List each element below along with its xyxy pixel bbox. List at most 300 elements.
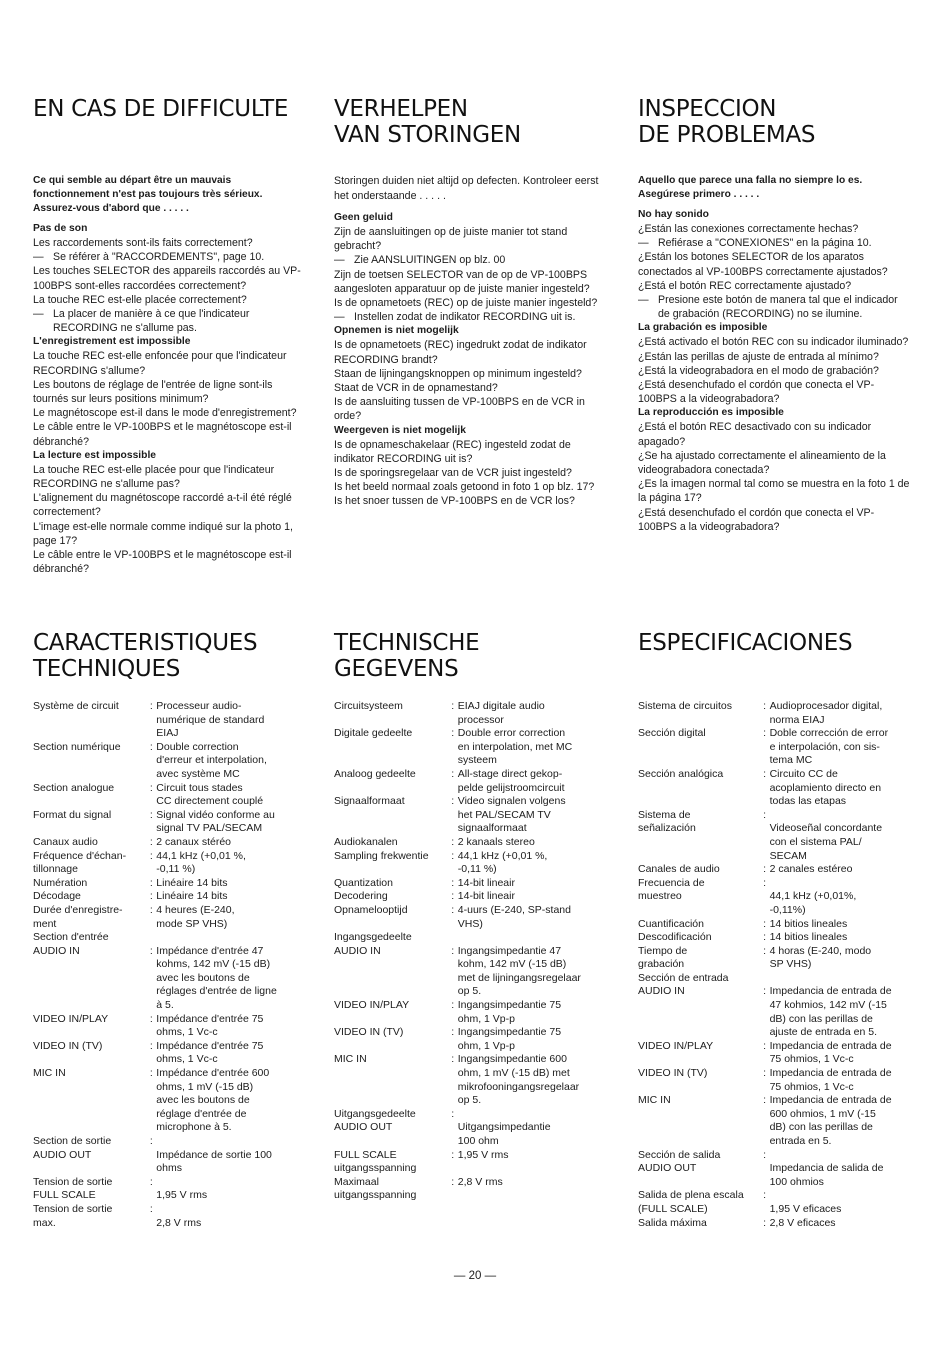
spec-row xyxy=(33,836,303,850)
issue-heading: No hay sonido xyxy=(638,209,709,220)
spec-label: VIDEO IN/PLAY xyxy=(334,999,410,1012)
spec-label: AUDIO IN xyxy=(638,985,685,998)
line-text: ¿Está el botón REC correctamente ajustado? xyxy=(638,279,852,292)
spec-label: Canaux audio xyxy=(33,835,98,848)
spec-row xyxy=(334,850,606,877)
check-line xyxy=(33,491,303,519)
spec-separator: : xyxy=(451,890,455,903)
spec-value xyxy=(770,972,910,986)
spec-row xyxy=(334,768,606,795)
line-text: ¿Están las perillas de ajuste de entrada al mínimo? xyxy=(638,350,879,363)
spec-separator: : xyxy=(149,876,153,889)
check-line xyxy=(638,222,910,236)
line-text: Le câble entre le VP-100BPS et le magnétoscope est-il débranché? xyxy=(33,549,292,576)
spec-row xyxy=(33,782,303,809)
check-line xyxy=(638,350,910,364)
dash-marker: — xyxy=(334,311,345,324)
check-line xyxy=(334,225,606,253)
spec-row xyxy=(638,1094,910,1148)
spec-separator: : xyxy=(149,808,153,821)
issue-heading: Weergeven is niet mogelijk xyxy=(334,424,466,436)
remedy-line xyxy=(334,310,606,324)
spec-row xyxy=(33,1135,303,1176)
check-line xyxy=(33,378,303,406)
section-title: INSPECCION DE PROBLEMAS xyxy=(638,96,816,148)
issue-section xyxy=(334,211,606,324)
line-text: Is het beeld normaal zoals getoond in foto 1 op blz. 17? xyxy=(334,481,595,494)
spec-row xyxy=(33,931,303,945)
intro-text: Storingen duiden niet altijd op defecten. Kontroleer eerst het onderstaande . . . . . xyxy=(334,175,599,202)
spec-separator: : xyxy=(763,917,767,930)
line-text: La touche REC est-elle placée pour que l'indicateur RECORDING ne s'allume pas? xyxy=(33,463,275,491)
spec-label: Sección de entrada xyxy=(638,971,729,984)
check-line xyxy=(334,338,606,366)
spec-row xyxy=(638,985,910,1039)
spec-row xyxy=(33,890,303,904)
spec-separator: : xyxy=(451,795,455,808)
remedy-line xyxy=(638,236,910,250)
check-line xyxy=(334,466,606,480)
spec-label: Fréquence d'échan- tillonnage xyxy=(33,849,127,876)
spec-table xyxy=(334,700,606,1203)
spec-label: Digitale gedeelte xyxy=(334,727,413,740)
line-text: ¿Se ha ajustado correctamente el alineamiento de la videograbadora conectada? xyxy=(638,449,886,477)
spec-label: Frecuencia de muestreo xyxy=(638,876,705,903)
line-text: L'image est-elle normale comme indiqué sur la photo 1, page 17? xyxy=(33,520,293,547)
page-number: — 20 — xyxy=(453,1270,497,1282)
spec-separator: : xyxy=(451,700,455,712)
spec-label: Opnameloоptijd xyxy=(334,903,408,916)
section-title: EN CAS DE DIFFICULTE xyxy=(33,96,289,122)
spec-row xyxy=(334,700,606,727)
troubleshooting-es xyxy=(638,96,910,534)
spec-value: 1,95 V rms xyxy=(457,1148,509,1161)
spec-separator: : xyxy=(763,944,767,957)
spec-separator: : xyxy=(763,727,767,740)
spec-row xyxy=(334,945,606,999)
spec-value: Ingangsimpedantie 75 ohm, 1 Vp-p xyxy=(457,1026,562,1052)
issue-heading: Opnemen is niet mogelijk xyxy=(334,325,459,337)
spec-label: Sección analógica xyxy=(638,767,724,780)
spec-label: AUDIO IN xyxy=(33,944,80,957)
line-text: Instellen zodat de indikator RECORDING uit is. xyxy=(354,311,576,324)
check-line xyxy=(638,506,910,534)
spec-value: 2 canales estéreo xyxy=(769,863,853,876)
section-title: ESPECIFICACIONES xyxy=(638,630,853,656)
spec-separator: : xyxy=(763,808,767,821)
issue-section xyxy=(638,208,910,321)
specs-fr xyxy=(33,630,303,1230)
spec-row xyxy=(33,1067,303,1135)
issue-section xyxy=(334,324,606,423)
spec-row xyxy=(334,1053,606,1107)
issue-section xyxy=(638,406,910,534)
section-title: TECHNISCHE GEGEVENS xyxy=(334,630,480,682)
line-text: Zie AANSLUITINGEN op blz. 00 xyxy=(354,254,506,267)
dash-marker: — xyxy=(638,237,649,250)
spec-label: Signaalformaat xyxy=(334,795,405,808)
spec-row xyxy=(334,877,606,891)
intro-text: Aquello que parece una falla no siempre lo es. Asegúrese primero . . . . . xyxy=(638,175,863,200)
section-title: VERHELPEN VAN STORINGEN xyxy=(334,96,521,148)
spec-separator: : xyxy=(763,700,767,712)
line-text: Is de opnametoets (REC) op de juiste manier ingesteld? xyxy=(334,297,598,310)
spec-value: Video signalen volgens het PAL/SECAM TV signaalformaat xyxy=(457,795,566,835)
spec-separator xyxy=(448,931,458,945)
line-text: ¿Están los botones SELECTOR de los aparatos conectados al VP-100BPS correctamente ajustados? xyxy=(638,251,888,278)
spec-separator: : xyxy=(451,1107,455,1120)
spec-separator: : xyxy=(763,876,767,889)
spec-separator: : xyxy=(149,1175,153,1188)
check-line xyxy=(33,548,303,576)
remedy-line xyxy=(33,307,303,335)
check-line xyxy=(33,236,303,250)
check-line xyxy=(638,364,910,378)
spec-row xyxy=(33,850,303,877)
spec-row xyxy=(33,1203,303,1230)
check-line xyxy=(33,420,303,448)
spec-label: Format du signal xyxy=(33,808,112,821)
spec-label: VIDEO IN/PLAY xyxy=(638,1039,714,1052)
check-line xyxy=(638,420,910,448)
spec-value: Impédance de sortie 100 ohms xyxy=(156,1148,272,1175)
check-line xyxy=(334,438,606,466)
spec-label: AUDIO IN xyxy=(334,944,381,957)
spec-separator: : xyxy=(451,999,455,1012)
dash-marker: — xyxy=(33,251,44,264)
spec-label: Décodage xyxy=(33,890,81,903)
spec-separator: : xyxy=(149,781,153,794)
spec-value: 14 bitios lineales xyxy=(769,917,848,930)
dash-marker: — xyxy=(33,308,44,321)
spec-row xyxy=(334,795,606,836)
check-line xyxy=(638,378,910,406)
spec-row xyxy=(638,877,910,918)
line-text: Is de aansluiting tussen de VP-100BPS en de VCR in orde? xyxy=(334,396,585,423)
spec-row xyxy=(334,1026,606,1053)
spec-separator: : xyxy=(763,1216,767,1229)
spec-row xyxy=(334,904,606,931)
spec-separator: : xyxy=(451,1053,455,1066)
issue-list xyxy=(638,208,910,534)
spec-separator: : xyxy=(763,1067,767,1080)
line-text: Refiérase a "CONEXIONES" en la página 10. xyxy=(658,237,872,250)
line-text: ¿Está la videograbadora en el modo de grabación? xyxy=(638,364,879,377)
spec-label: Sampling frekwentie xyxy=(334,849,429,862)
spec-row xyxy=(638,727,910,768)
spec-value: 2,8 V rms xyxy=(457,1175,503,1188)
spec-label: Durée d'enregistre- ment xyxy=(33,903,123,930)
troubleshooting-nl xyxy=(334,96,606,509)
spec-value: 2 canaux stéréo xyxy=(156,835,232,848)
spec-label: Sección digital xyxy=(638,727,706,740)
spec-value: Impedancia de entrada de 75 ohmios, 1 Vc-c xyxy=(769,1039,892,1066)
issue-heading: Pas de son xyxy=(33,223,88,234)
spec-separator: : xyxy=(149,1067,153,1080)
spec-separator: : xyxy=(763,931,767,944)
line-text: ¿Está desenchufado el cordón que conecta el VP-100BPS a la videograbadora? xyxy=(638,379,875,406)
check-line xyxy=(334,480,606,494)
spec-label: Audiokanalen xyxy=(334,835,398,848)
spec-label: Sección de salida AUDIO OUT xyxy=(638,1148,721,1175)
check-line xyxy=(33,520,303,548)
issue-section xyxy=(638,321,910,406)
spec-separator: : xyxy=(763,1094,767,1107)
spec-label: Canales de audio xyxy=(638,863,720,876)
spec-separator: : xyxy=(451,903,455,916)
troubleshooting-fr xyxy=(33,96,303,576)
spec-label: VIDEO IN (TV) xyxy=(334,1026,404,1039)
line-text: ¿Es la imagen normal tal como se muestra en la foto 1 de la página 17? xyxy=(638,478,910,505)
line-text: ¿Están las conexiones correctamente hechas? xyxy=(638,223,859,235)
spec-label: Sistema de señalización xyxy=(638,808,696,835)
check-line xyxy=(33,293,303,307)
spec-separator: : xyxy=(451,1026,455,1039)
line-text: Is de opnameschakelaar (REC) ingesteld zodat de indikator RECORDING uit is? xyxy=(334,438,571,465)
issue-heading: La reproducción es imposible xyxy=(638,407,784,419)
spec-row xyxy=(334,999,606,1026)
specs-es xyxy=(638,630,910,1230)
spec-separator: : xyxy=(763,863,767,876)
line-text: Is de opnametoets (REC) ingedrukt zodat de indikator RECORDING brandt? xyxy=(334,339,587,366)
check-line xyxy=(33,406,303,420)
spec-label: MIC IN xyxy=(638,1094,671,1107)
spec-value: Impedancia de entrada de 600 ohmios, 1 mV (-15 dB) con las perillas de entrada en 5. xyxy=(769,1094,892,1147)
spec-value: Impédance d'entrée 75 ohms, 1 Vc-c xyxy=(156,1012,264,1039)
spec-value: Impédance d'entrée 75 ohms, 1 Vc-c xyxy=(156,1039,264,1066)
spec-separator: : xyxy=(149,1202,153,1215)
dash-marker: — xyxy=(638,294,649,307)
spec-label: Uitgangsgedeelte AUDIO OUT xyxy=(334,1107,416,1134)
spec-label: Section numérique xyxy=(33,740,121,753)
spec-value: Double error correction en interpolation, met MC systeem xyxy=(457,727,573,767)
spec-separator: : xyxy=(149,903,153,916)
check-line xyxy=(638,250,910,278)
spec-separator xyxy=(146,931,156,945)
line-text: Se référer à "RACCORDEMENTS", page 10. xyxy=(53,251,265,264)
spec-row xyxy=(638,1040,910,1067)
check-line xyxy=(334,367,606,381)
spec-label: Salida máxima xyxy=(638,1216,707,1229)
issue-section xyxy=(33,222,303,335)
spec-value: Double correction d'erreur et interpolation, avec système MC xyxy=(156,740,267,780)
spec-row xyxy=(33,877,303,891)
spec-value xyxy=(458,931,606,945)
spec-row xyxy=(33,1013,303,1040)
issue-section xyxy=(334,424,606,509)
spec-separator: : xyxy=(451,727,455,740)
spec-value: Circuit tous stades CC directement couplé xyxy=(156,781,264,808)
section-title: CARACTERISTIQUES TECHNIQUES xyxy=(33,630,258,682)
spec-value: Ingangsimpedantie 47 kohm, 142 mV (-15 dB) met de lijningangsregelaar op 5. xyxy=(457,944,581,998)
line-text: Zijn de aansluitingen op de juiste manier tot stand gebracht? xyxy=(334,226,568,253)
check-line xyxy=(334,381,606,395)
spec-row xyxy=(638,945,910,972)
spec-value: 14 bitios lineales xyxy=(769,931,848,944)
spec-value: Ingangsimpedantie 600 ohm, 1 mV (-15 dB) met mikrofooningangsregelaar op 5. xyxy=(457,1053,580,1107)
line-text: La touche REC est-elle enfoncée pour que l'indicateur RECORDING s'allume? xyxy=(33,350,287,377)
spec-value: 1,95 V rms xyxy=(156,1189,208,1202)
line-text: ¿Está activado el botón REC con su indicador iluminado? xyxy=(638,336,909,349)
line-text: La placer de manière à ce que l'indicateur RECORDING ne s'allume pas. xyxy=(53,308,250,335)
dash-marker: — xyxy=(334,254,345,267)
line-text: ¿Está el botón REC desactivado con su indicador apagado? xyxy=(638,421,872,448)
spec-row xyxy=(334,1149,606,1176)
spec-row xyxy=(33,700,303,741)
spec-separator: : xyxy=(149,1039,153,1052)
spec-value: Impedancia de entrada de 75 ohmios, 1 Vc-c xyxy=(769,1067,892,1093)
spec-separator: : xyxy=(451,1148,455,1161)
spec-value: EIAJ digitale audio processor xyxy=(457,700,545,726)
check-line xyxy=(33,463,303,491)
spec-separator: : xyxy=(763,1148,767,1161)
check-line xyxy=(638,477,910,505)
spec-separator: : xyxy=(149,1135,153,1147)
spec-label: Analoog gedeelte xyxy=(334,767,416,780)
remedy-line xyxy=(334,253,606,267)
spec-value: Linéaire 14 bits xyxy=(156,890,228,903)
line-text: La touche REC est-elle placée correctement? xyxy=(33,293,247,306)
line-text: Presione este botón de manera tal que el indicador de grabación (RECORDING) no se ilumine. xyxy=(658,294,898,321)
line-text: Is het snoer tussen de VP-100BPS en de VCR los? xyxy=(334,495,575,508)
spec-separator: : xyxy=(763,985,767,998)
check-line xyxy=(334,494,606,508)
spec-row xyxy=(638,1067,910,1094)
spec-row xyxy=(638,972,910,986)
spec-separator: : xyxy=(149,1012,153,1025)
spec-separator: : xyxy=(763,767,767,780)
spec-value: Circuito CC de acoplamiento directo en todas las etapas xyxy=(769,767,882,808)
spec-value: Impédance d'entrée 600 ohms, 1 mV (-15 dB) avec les boutons de réglage d'entrée de microphone à 5. xyxy=(156,1067,270,1134)
spec-row xyxy=(334,727,606,768)
spec-label: Section de sortie AUDIO OUT xyxy=(33,1135,112,1161)
issue-section xyxy=(33,335,303,448)
spec-value: 1,95 V eficaces xyxy=(769,1202,842,1215)
spec-label: Tension de sortie FULL SCALE xyxy=(33,1175,113,1202)
line-text: Les raccordements sont-ils faits correctement? xyxy=(33,237,253,249)
line-text: Zijn de toetsen SELECTOR van de op de VP-100BPS aangesloten apparatuur op de juiste manier ingesteld? xyxy=(334,268,590,295)
spec-value: Impedancia de entrada de 47 kohmios, 142 mV (-15 dB) con las perillas de ajuste de entrada en 5. xyxy=(769,985,892,1039)
line-text: Staan de lijningangsknoppen op minimum ingesteld? xyxy=(334,367,582,380)
spec-row xyxy=(638,809,910,863)
spec-value: 2 kanaals stereo xyxy=(457,835,535,848)
spec-separator: : xyxy=(763,1189,767,1202)
issue-heading: La grabación es imposible xyxy=(638,322,768,334)
spec-label: Numération xyxy=(33,876,88,889)
spec-label: Sistema de circuitos xyxy=(638,700,732,712)
spec-value: Impedancia de salida de 100 ohmios xyxy=(769,1162,884,1188)
spec-row xyxy=(33,945,303,1013)
issue-list xyxy=(33,222,303,576)
spec-label: Section d'entrée xyxy=(33,931,109,944)
spec-separator: : xyxy=(149,944,153,957)
spec-value: 14-bit lineair xyxy=(457,890,515,903)
spec-separator: : xyxy=(451,944,455,957)
spec-label: Système de circuit xyxy=(33,700,119,712)
spec-value: Audioprocesador digital, norma EIAJ xyxy=(769,700,883,726)
spec-separator: : xyxy=(451,1175,455,1188)
line-text: Les boutons de réglage de l'entrée de ligne sont-ils tournés sur leurs positions minimum? xyxy=(33,378,273,406)
remedy-line xyxy=(638,293,910,321)
spec-value: Signal vidéo conforme au signal TV PAL/SECAM xyxy=(156,808,275,835)
spec-value: Uitgangsimpedantie 100 ohm xyxy=(457,1121,551,1147)
spec-label: Decodering xyxy=(334,890,388,903)
issue-section xyxy=(33,449,303,577)
spec-separator: : xyxy=(763,1039,767,1052)
spec-separator xyxy=(760,972,770,986)
spec-value: 2,8 V eficaces xyxy=(769,1216,836,1229)
spec-value: Processeur audio- numérique de standard EIAJ xyxy=(156,700,265,740)
spec-row xyxy=(638,1149,910,1190)
issue-list xyxy=(334,211,606,509)
specs-nl xyxy=(334,630,606,1203)
spec-label: Maximaal uitgangsspanning xyxy=(334,1175,417,1202)
spec-label: MIC IN xyxy=(33,1067,66,1080)
check-line xyxy=(638,279,910,293)
spec-row xyxy=(33,904,303,931)
spec-value xyxy=(156,931,303,945)
spec-value: 4 heures (E-240, mode SP VHS) xyxy=(156,903,235,930)
line-text: Is de sporingsregelaar van de VCR juist ingesteld? xyxy=(334,467,572,480)
spec-value: 44,1 kHz (+0,01 %, -0,11 %) xyxy=(457,849,548,876)
spec-label: Salida de plena escala (FULL SCALE) xyxy=(638,1189,744,1215)
line-text: Les touches SELECTOR des appareils raccordés au VP-100BPS sont-elles raccordées correctement? xyxy=(33,265,301,292)
spec-label: Cuantificación xyxy=(638,917,704,930)
issue-heading: Geen geluid xyxy=(334,212,393,223)
intro-text: Ce qui semble au départ être un mauvais fonctionnement n'est pas toujours très sérieux. Assurez-vous d'abord que . . . . . xyxy=(33,175,263,214)
spec-label: Ingangsgedeelte xyxy=(334,931,412,944)
check-line xyxy=(33,349,303,377)
check-line xyxy=(334,268,606,296)
line-text: Le magnétoscope est-il dans le mode d'enregistrement? xyxy=(33,407,297,420)
spec-separator: : xyxy=(451,835,455,848)
spec-separator: : xyxy=(149,740,153,753)
spec-table xyxy=(638,700,910,1230)
line-text: Le câble entre le VP-100BPS et le magnétoscope est-il débranché? xyxy=(33,421,292,448)
spec-row xyxy=(33,1040,303,1067)
spec-label: VIDEO IN/PLAY xyxy=(33,1012,109,1025)
spec-separator: : xyxy=(149,835,153,848)
spec-row xyxy=(638,700,910,727)
line-text: ¿Está desenchufado el cordón que conecta el VP-100BPS a la videograbadora? xyxy=(638,506,875,533)
spec-row xyxy=(638,768,910,809)
spec-row xyxy=(638,918,910,932)
spec-row xyxy=(334,890,606,904)
spec-row xyxy=(33,809,303,836)
spec-row xyxy=(638,931,910,945)
line-text: Staat de VCR in de opnamestand? xyxy=(334,382,498,395)
spec-row xyxy=(638,863,910,877)
spec-value: 2,8 V rms xyxy=(156,1216,202,1229)
spec-value: 4-uurs (E-240, SP-stand VHS) xyxy=(457,903,571,930)
spec-table xyxy=(33,700,303,1230)
spec-row xyxy=(334,1176,606,1203)
spec-separator: : xyxy=(451,767,455,780)
check-line xyxy=(638,449,910,477)
spec-separator: : xyxy=(451,876,455,889)
check-line xyxy=(334,395,606,423)
spec-row xyxy=(33,741,303,782)
spec-row xyxy=(638,1217,910,1231)
spec-separator: : xyxy=(451,849,455,862)
spec-label: Descodificación xyxy=(638,931,712,944)
spec-value: Videoseñal concordante con el sistema PAL/ SECAM xyxy=(769,822,883,862)
spec-value: Doble corrección de error e interpolación, con sis- tema MC xyxy=(769,727,889,767)
spec-row xyxy=(638,1189,910,1216)
spec-value: Linéaire 14 bits xyxy=(156,876,228,889)
spec-separator: : xyxy=(149,849,153,862)
issue-heading: L'enregistrement est impossible xyxy=(33,336,191,348)
